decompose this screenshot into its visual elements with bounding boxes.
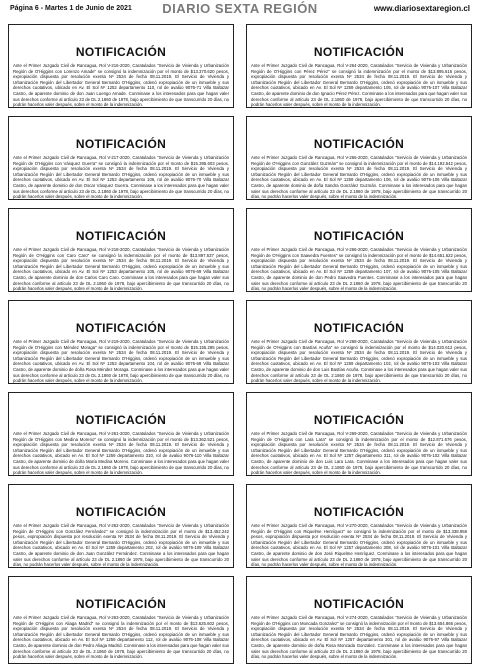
- website-link[interactable]: www.diariosextaregion.cl: [373, 4, 470, 13]
- notice-title: NOTIFICACIÓN: [75, 321, 167, 335]
- notice-title: NOTIFICACIÓN: [75, 505, 167, 519]
- notice-body: Ante el Primer Juzgado Civil de Rancagua, Rol V-270-2020, Caratulados "Servicio de Vivienda y Urbanización Región de O'Higgins con Riquelme Henríquez" se consignó la indemnización por el monto de $13.338.958 pesos, expropiación dispuesta por resolución exenta Nº 2534 de fecha 08.11.2019. El Servicio de Vivienda y Urbanización Región del Libertador General Bernardo O'Higgins, ordenó expropiación de un inmueble y sus derechos cuotativos, ubicado en Av. El Sol Nº 1257 departamento 308, rol de avalúo 9076-101 Villa Baltazar Castro, de aparente dominio de don José Riquelme Henríquez. Conminase a los interesados para que hagan valer sus derechos conforme al artículo 23 de DL 2.1860 de 1978, bajo apercibimiento de que transcurrido 20 días, no podrán hacerlos valer después, sobre el monto de la indemnización.: [251, 523, 467, 568]
- notice-title: NOTIFICACIÓN: [75, 137, 167, 151]
- notice-box: [8, 484, 234, 568]
- notice-title: NOTIFICACIÓN: [313, 137, 405, 151]
- notice-box: [8, 24, 234, 108]
- notice-box: [246, 576, 472, 664]
- notice-body: Ante el Primer Juzgado Civil de Rancagua, Rol V-217-2020, Caratulados "Servicio de Vivienda y Urbanización Región de O'Higgins con Vásquez Guerra" se consignó la indemnización por el monto de $15.395.603 pesos, expropiación dispuesta por resolución exenta Nº 2534 de fecha 08.11.2019. El Servicio de Vivienda y Urbanización Región del Libertador General Bernardo O'Higgins, ordenó expropiación de un inmueble y sus derechos cuotativos, ubicado en Av. El Sol Nº 1253 departamento 106, rol de avalúo 9076-70 Villa Baltazar Castro, de aparente dominio de don Oscar Vásquez Guerra. Conminase a los interesados para que hagan valer sus derechos conforme al artículo 23 de DL 2.1860 de 1978, bajo apercibimiento de que transcurrido 20 días, no podrán hacerlos valer después, sobre el monto de la indemnización.: [13, 155, 229, 200]
- notice-box: [246, 116, 472, 200]
- notice-box: [246, 24, 472, 108]
- notice-body: Ante el Primer Juzgado Civil de Rancagua, Rol V-261-2020, Caratulados "Servicio de Vivienda y Urbanización Región de O'Higgins con Medina Moreno" se consignó la indemnización por el monto de $13.362.521 pesos, expropiación dispuesta por resolución exenta Nº 2534 de fecha 08.11.2019. El Servicio de Vivienda y Urbanización Región del Libertador General Bernardo O'Higgins, ordenó expropiación de un inmueble y sus derechos cuotativos, ubicado en Av. El Sol Nº 1259 departamento 310, rol de avalúo 9076-110 Villa Baltazar Castro, de aparente dominio de doña María Medina Moreno. Conminase a los interesados para que hagan valer sus derechos conforme al artículo 23 de DL 2.1860 de 1978, bajo apercibimiento de que transcurrido 20 días, no podrán hacerlos valer después, sobre el monto de la indemnización.: [13, 431, 229, 476]
- notice-box: [246, 484, 472, 568]
- notice-body: Ante el Primer Juzgado Civil de Rancagua, Rol V-218-2020, Caratulados "Servicio de Vivienda y Urbanización Región de O'Higgins con Caro Caro" se consignó la indemnización por el monto de $13.897.537 pesos, expropiación dispuesta por resolución exenta Nº 2534 de fecha 08.11.2019. El Servicio de Vivienda y Urbanización Región del Libertador General Bernardo O'Higgins, ordenó expropiación de un inmueble y sus derechos cuotativos, ubicado en Av. El Sol Nº 1253 departamento 105, rol de avalúo 9076-69 Villa Baltazar Castro, de aparente dominio de don Carlos Caro Caro. Conminase a los interesados para que hagan valer sus derechos conforme al artículo 23 de DL 2.1860 de 1978, bajo apercibimiento de que transcurrido 20 días, no podrán hacerlos valer después, sobre el monto de la indemnización.: [13, 247, 229, 292]
- page-date: Página 6 - Martes 1 de Junio de 2021: [10, 5, 132, 12]
- notice-body: Ante el Primer Juzgado Civil de Rancagua, Rol V-264-2020, Caratulados "Servicio de Vivienda y Urbanización Región de O'Higgins con Pérez Pérez" se consignó la indemnización por el monto de $13.895.616 pesos, expropiación dispuesta por resolución exenta Nº 2534 de fecha 08.11.2019. El Servicio de Vivienda y Urbanización Región del Libertador General Bernardo O'Higgins, ordenó expropiación de un inmueble y sus derechos cuotativos, ubicado en Av. El Sol Nº 1259 departamento 105, rol de avalúo 9076-107 Villa Baltazar Castro, de aparente dominio de don Ignacio Pérez Pérez. Conminase a los interesados para que hagan valer sus derechos conforme al artículo 23 de DL 2.1860 de 1978, bajo apercibimiento de que transcurrido 20 días, no podrán hacerlos valer después, sobre el monto de la indemnización.: [251, 63, 467, 108]
- notice-box: [8, 392, 234, 476]
- notice-box: [8, 116, 234, 200]
- notice-title: NOTIFICACIÓN: [75, 45, 167, 59]
- notice-title: NOTIFICACIÓN: [313, 505, 405, 519]
- notice-body: Ante el Primer Juzgado Civil de Rancagua, Rol V-266-2020, Caratulados "Servicio de Vivienda y Urbanización Región de O'Higgins con Saavedra Fuentes" se consignó la indemnización por el monto de $14.651.622 pesos, expropiación dispuesta por resolución exenta Nº 2534 de fecha 08.11.2019. El Servicio de Vivienda y Urbanización Región del Libertador General Bernardo O'Higgins, ordenó expropiación de un inmueble y sus derechos cuotativos, ubicado en Av. El Sol Nº 1259 departamento 107, rol de avalúo 9076-105 Villa Baltazar Castro, de aparente dominio de don Pedro Saavedra Fuentes. Conminase a los interesados para que hagan valer sus derechos conforme al artículo 23 de DL 2.1860 de 1978, bajo apercibimiento de que transcurrido 20 días, no podrán hacerlos valer después, sobre el monto de la indemnización.: [251, 247, 467, 292]
- notice-box: [246, 300, 472, 384]
- notice-box: [246, 392, 472, 476]
- notice-box: [8, 576, 234, 664]
- notice-box: [8, 300, 234, 384]
- notice-body: Ante el Primer Juzgado Civil de Rancagua, Rol V-265-2020, Caratulados "Servicio de Vivienda y Urbanización Región de O'Higgins con González Guzmán" se consignó la indemnización por el monto de $14.192.542 pesos, expropiación dispuesta por resolución exenta Nº 2534 de fecha 08.11.2019. El Servicio de Vivienda y Urbanización Región del Libertador General Bernardo O'Higgins, ordenó expropiación de un inmueble y sus derechos cuotativos, ubicado en Av. El Sol Nº 1259 departamento 106, rol de avalúo 9076-106 Villa Baltazar Castro, de aparente dominio de doña Sandra González Guzmán. Conminase a los interesados para que hagan valer sus derechos conforme al artículo 23 de DL 2.1860 de 1978, bajo apercibimiento de que transcurrido 20 días, no podrán hacerlos valer después, sobre el monto de la indemnización.: [251, 155, 467, 200]
- notice-body: Ante el Primer Juzgado Civil de Rancagua, Rol V-262-2020, Caratulados "Servicio de Vivienda y Urbanización Región de O'Higgins con González Fernández" se consignó la indemnización por el monto de $13.452.242 pesos, expropiación dispuesta por resolución exenta Nº 2534 de fecha 08.11.2019. El Servicio de Vivienda y Urbanización Región del Libertador General Bernardo O'Higgins, ordenó expropiación de un inmueble y sus derechos cuotativos, ubicado en Av. El Sol Nº 1259 departamento 202, rol de avalúo 9076-109 Villa Baltazar Castro, de aparente dominio de don Juan González Fernández. Conminase a los interesados para que hagan valer sus derechos conforme al artículo 23 de DL 2.1860 de 1978, bajo apercibimiento de que transcurrido 20 días, no podrán hacerlos valer después, sobre el monto de la indemnización.: [13, 523, 229, 568]
- notice-title: NOTIFICACIÓN: [75, 229, 167, 243]
- notice-title: NOTIFICACIÓN: [313, 45, 405, 59]
- notice-body: Ante el Primer Juzgado Civil de Rancagua, Rol V-268-2020, Caratulados "Servicio de Vivienda y Urbanización Región de O'Higgins con Bastías Acuña" se consignó la indemnización por el monto de $14.020.612 pesos, expropiación dispuesta por resolución exenta Nº 2534 de fecha 08.11.2019. El Servicio de Vivienda y Urbanización Región del Libertador General Bernardo O'Higgins, ordenó expropiación de un inmueble y sus derechos cuotativos, ubicado en Av. El Sol Nº 1259 departamento 102, rol de avalúo 9076-103 Villa Baltazar Castro, de aparente dominio de don Luis Bastías Acuña. Conminase a los interesados para que hagan valer sus derechos conforme al artículo 23 de DL 2.1860 de 1978, bajo apercibimiento de que transcurrido 20 días, no podrán hacerlos valer después, sobre el monto de la indemnización.: [251, 339, 467, 384]
- notice-body: Ante el Primer Juzgado Civil de Rancagua, Rol V-263-2020, Caratulados "Servicio de Vivienda y Urbanización Región de O'Higgins con Aliaga Madrid" se consignó la indemnización por el monto de $13.625.602 pesos, expropiación dispuesta por resolución exenta Nº 2534 de fecha 08.11.2019. El Servicio de Vivienda y Urbanización Región del Libertador General Bernardo O'Higgins, ordenó expropiación de un inmueble y sus derechos cuotativos, ubicado en Av. El Sol Nº 1259 departamento 112, rol de avalúo 9076-108 Villa Baltazar Castro, de aparente dominio de don Pedro Aliaga Madrid. Conminase a los interesados para que hagan valer sus derechos conforme al artículo 23 de DL 2.1860 de 1978, bajo apercibimiento de que transcurrido 20 días, no podrán hacerlos valer después, sobre el monto de la indemnización.: [13, 615, 229, 660]
- notice-title: NOTIFICACIÓN: [313, 413, 405, 427]
- newspaper-title: DIARIO SEXTA REGIÓN: [162, 1, 318, 16]
- notice-body: Ante el Primer Juzgado Civil de Rancagua, Rol V-219-2020, Caratulados "Servicio de Vivienda y Urbanización Región de O'Higgins con Méndez Moraga" se consignó la indemnización por el monto de $15.155.285 pesos, expropiación dispuesta por resolución exenta Nº 2534 de fecha 08.11.2019. El Servicio de Vivienda y Urbanización Región del Libertador General Bernardo O'Higgins, ordenó expropiación de un inmueble y sus derechos cuotativos, ubicado en Av. El Sol Nº 1253 departamento 104, rol de avalúo 9076-68 Villa Baltazar Castro, de aparente dominio de doña Rosa Méndez Moraga. Conminase a los interesados para que hagan valer sus derechos conforme al artículo 23 de DL 2.1860 de 1978, bajo apercibimiento de que transcurrido 20 días, no podrán hacerlos valer después, sobre el monto de la indemnización.: [13, 339, 229, 384]
- notice-title: NOTIFICACIÓN: [313, 597, 405, 611]
- notice-title: NOTIFICACIÓN: [313, 229, 405, 243]
- page-header: [0, 0, 480, 22]
- notice-box: [246, 208, 472, 292]
- notice-title: NOTIFICACIÓN: [75, 597, 167, 611]
- notice-body: Ante el Primer Juzgado Civil de Rancagua, Rol V-269-2020, Caratulados "Servicio de Vivienda y Urbanización Región de O'Higgins con Lara Lara" se consignó la indemnización por el monto de $12.871.676 pesos, expropiación dispuesta por resolución exenta Nº 2534 de fecha 08.11.2019. El Servicio de Vivienda y Urbanización Región del Libertador General Bernardo O'Higgins, ordenó expropiación de un inmueble y sus derechos cuotativos, ubicado en Av. El Sol Nº 1257 departamento 311, rol de avalúo 9076-102 Villa Baltazar Castro, de aparente dominio de don Luis Lara Lara. Conminase a los interesados para que hagan valer sus derechos conforme al artículo 23 de DL 2.1860 de 1978, bajo apercibimiento de que transcurrido 20 días, no podrán hacerlos valer después, sobre el monto de la indemnización.: [251, 431, 467, 476]
- notice-title: NOTIFICACIÓN: [75, 413, 167, 427]
- notice-body: Ante el Primer Juzgado Civil de Rancagua, Rol V-216-2020, Caratulados "Servicio de Vivienda y Urbanización Región de O'Higgins con Lorenzo Amade" se consignó la indemnización por el monto de $13.370.620 pesos, expropiación dispuesta por resolución exenta Nº 2534 de fecha 08.11.2019. El Servicio de Vivienda y Urbanización Región del Libertador General Bernardo O'Higgins, ordenó expropiación de un inmueble y sus derechos cuotativos, ubicado en Av. El Sol Nº 1252 departamento 110, rol de avalúo 9076-71 Villa Baltazar Castro, de aparente dominio de don Juan Luengo Amade. Conminase a los interesados para que hagan valer sus derechos conforme al artículo 23 de DL 2.1860 de 1978, bajo apercibimiento de que transcurrido 20 días, no podrán hacerlos valer después, sobre el monto de la indemnización.: [13, 63, 229, 108]
- notice-box: [8, 208, 234, 292]
- notice-body: Ante el Primer Juzgado Civil de Rancagua, Rol V-274-2020, Caratulados "Servicio de Vivienda y Urbanización Región de O'Higgins con Moncada Gonzalez" se consignó la indemnización por el monto de $13.654.866 pesos, expropiación dispuesta por resolución exenta Nº 2534 de fecha 08.11.2019. El Servicio de Vivienda y Urbanización Región del Libertador General Bernardo O'Higgins, ordenó expropiación de un inmueble y sus derechos cuotativos, ubicado en Av. El Sol Nº 1257 departamento 301, rol de avalúo 9076-97 Villa Baltazar Castro, de aparente dominio de doña Rosa Moncada Gonzalez. Conminase a los interesados para que hagan valer sus derechos conforme al artículo 23 de DL 2.1860 de 1978, bajo apercibimiento de que transcurrido 20 días, no podrán hacerlos valer después, sobre el monto de la indemnización.: [251, 615, 467, 660]
- notice-title: NOTIFICACIÓN: [313, 321, 405, 335]
